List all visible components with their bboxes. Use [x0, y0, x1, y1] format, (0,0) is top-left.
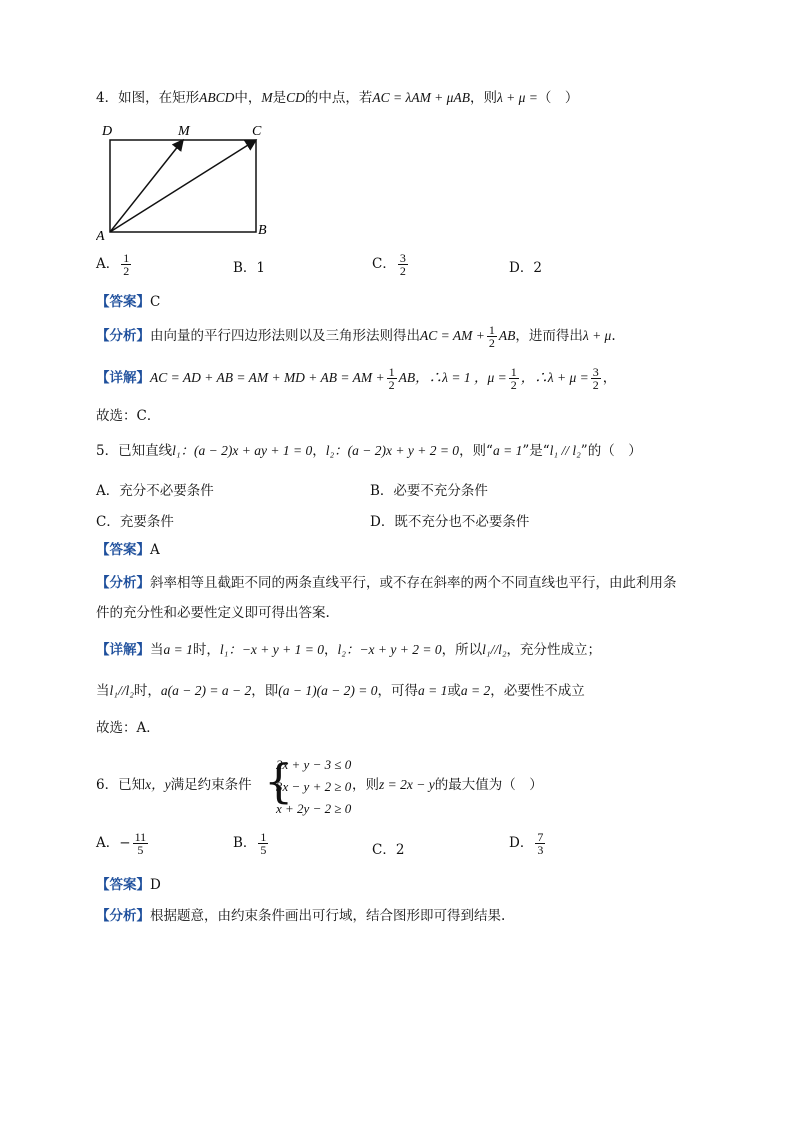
detail-tag: 【详解】 — [96, 370, 150, 386]
detail-fraction — [387, 366, 397, 391]
detail-text: ，可得 — [377, 683, 419, 699]
q4-rectangle-figure — [96, 118, 286, 242]
q4-stem-text-1: 4．如图，在矩形 — [96, 90, 200, 106]
q5-stem-text-1: 5．已知直线 — [96, 443, 173, 459]
q5-parallel: l₁ // l₂ — [549, 443, 581, 458]
frac-den: 2 — [488, 336, 495, 350]
q4-vector-equation: AC = λAM + μAB — [372, 90, 470, 105]
q6-stem-right — [352, 775, 543, 795]
q6-option-c — [372, 838, 404, 858]
q4-stem-text-5: ，则 — [469, 90, 497, 106]
q5-stem-text-3: ”是“ — [522, 443, 550, 459]
detail-text: ，必要性不成立 — [490, 683, 585, 699]
frac-num: 1 — [123, 251, 130, 265]
detail-l1: l₁：−x + y + 1 = 0 — [219, 642, 324, 657]
frac-den: 2 — [510, 378, 517, 392]
q4-paren: （ ） — [537, 90, 579, 106]
analysis-text: 斜率相等且截距不同的两条直线平行，或不存在斜率的两个不同直线也平行，由此利用条 — [150, 575, 677, 591]
detail-text: ，充分性成立； — [506, 642, 602, 658]
option-letter: A． — [96, 835, 120, 851]
q4-analysis — [96, 324, 616, 349]
label-a: A — [96, 229, 105, 242]
q4-stem-text-3: 是 — [272, 90, 287, 106]
q6-stem-text-4: 的最大值为（ ） — [434, 777, 543, 793]
label-d: D — [102, 124, 113, 139]
detail-end: ， — [602, 370, 617, 386]
frac-den: 3 — [537, 843, 544, 857]
option-sign: − — [119, 835, 131, 851]
answer-value: A — [150, 542, 160, 558]
analysis-text: 根据题意，由约束条件画出可行域，结合图形即可得到结果. — [150, 908, 506, 924]
detail-text: 时， — [192, 642, 220, 658]
option-text: 既不充分也不必要条件 — [394, 514, 530, 530]
frac-den: 5 — [260, 843, 267, 857]
constraint-3: x + 2y − 2 ≥ 0 — [276, 801, 352, 816]
option-value: 2 — [395, 842, 405, 858]
q6-constraint-brace: { — [264, 754, 294, 808]
detail-eq: a = 2 — [460, 683, 491, 698]
q4-rect-name: ABCD — [199, 90, 235, 105]
answer-value: C — [150, 294, 161, 310]
detail-sum-fraction — [591, 366, 601, 391]
q5-choose: 故选：A． — [96, 720, 160, 736]
answer-tag: 【答案】 — [96, 542, 150, 558]
option-letter: D． — [509, 835, 534, 851]
q5-option-d — [370, 510, 529, 530]
q6-stem-text-1: 6．已知 — [96, 777, 146, 793]
frac-num: 11 — [134, 830, 147, 844]
q4-stem-text-2: 中， — [234, 90, 262, 106]
detail-parallel: l₁//l₂ — [482, 642, 507, 657]
frac-num: 1 — [488, 323, 495, 337]
frac-den: 5 — [137, 843, 144, 857]
q6-stem-text-2: 满足约束条件 — [170, 777, 252, 793]
q5-option-b — [370, 479, 488, 499]
detail-text: 时， — [133, 683, 161, 699]
detail-text: ， — [324, 642, 338, 658]
detail-text: 或 — [447, 683, 461, 699]
q5-detail-line-2 — [96, 681, 585, 701]
option-letter: A． — [96, 483, 120, 499]
constraint-2: 3x − y + 2 ≥ 0 — [276, 779, 352, 794]
option-fraction — [398, 252, 408, 277]
q6-stem-text-3: ，则 — [352, 777, 379, 793]
q5-option-c — [96, 510, 174, 530]
answer-value: D — [150, 877, 161, 893]
detail-text-b: ，∴λ = 1 ，μ = — [415, 370, 507, 385]
detail-text: 当 — [96, 683, 110, 699]
detail-text: ，所以 — [441, 642, 483, 658]
analysis-equation-2: AB — [498, 328, 516, 343]
detail-eq: a(a − 2) = a − 2 — [160, 683, 252, 698]
detail-text: ，即 — [251, 683, 279, 699]
option-letter: D． — [370, 514, 395, 530]
q4-m-var: M — [261, 90, 273, 105]
q5-sep: ， — [312, 443, 326, 459]
option-fraction — [535, 831, 545, 856]
option-text: 充分不必要条件 — [119, 483, 214, 499]
q5-analysis-line-1 — [96, 573, 677, 593]
analysis-tag: 【分析】 — [96, 908, 150, 924]
q4-option-c — [372, 252, 410, 277]
q5-stem — [96, 441, 642, 461]
detail-eq: a = 1 — [163, 642, 193, 657]
option-fraction — [258, 831, 268, 856]
answer-tag: 【答案】 — [96, 877, 150, 893]
q4-stem — [96, 88, 578, 108]
constraint-1: 2x + y − 3 ≤ 0 — [276, 757, 352, 772]
detail-eq: (a − 1)(a − 2) = 0 — [278, 683, 378, 698]
q5-detail-line-1 — [96, 640, 601, 660]
vector-ac — [110, 140, 256, 232]
option-value: 2 — [533, 260, 542, 276]
option-letter: B． — [233, 260, 257, 276]
q4-option-d — [509, 256, 542, 276]
q6-constraints — [276, 754, 351, 820]
analysis-lambda-mu: λ + μ — [582, 328, 612, 343]
frac-den: 2 — [592, 378, 599, 392]
q6-vars: x，y — [145, 777, 171, 792]
detail-equation: AC = AD + AB = AM + MD + AB = AM + — [150, 370, 385, 385]
q4-option-b — [233, 256, 265, 276]
analysis-text: 由向量的平行四边形法则以及三角形法则得出 — [150, 328, 420, 344]
q4-stem-text-4: 的中点，若 — [304, 90, 373, 106]
option-text: 充要条件 — [119, 514, 174, 530]
analysis-fraction — [487, 324, 497, 349]
detail-parallel: l₁//l₂ — [109, 683, 134, 698]
detail-equation-2: AB — [398, 370, 416, 385]
q5-analysis-line-2: 件的充分性和必要性定义即可得出答案. — [96, 605, 330, 621]
q5-line-l1: l₁：(a − 2)x + ay + 1 = 0 — [172, 443, 313, 458]
frac-num: 7 — [537, 830, 544, 844]
option-text: 必要不充分条件 — [393, 483, 488, 499]
frac-num: 3 — [592, 365, 599, 379]
detail-tag: 【详解】 — [96, 642, 150, 658]
detail-text-c: ，∴λ + μ = — [520, 370, 589, 385]
frac-num: 3 — [399, 251, 406, 265]
q6-option-d — [509, 831, 547, 856]
analysis-tag: 【分析】 — [96, 575, 150, 591]
label-b: B — [258, 223, 267, 238]
label-m: M — [178, 124, 190, 139]
vector-am — [110, 140, 183, 232]
option-letter: C． — [96, 514, 120, 530]
q6-analysis — [96, 906, 505, 926]
q6-option-b — [233, 831, 270, 856]
frac-den: 2 — [123, 264, 130, 278]
q6-answer — [96, 875, 161, 895]
frac-num: 1 — [510, 365, 517, 379]
option-letter: B． — [370, 483, 394, 499]
analysis-tag: 【分析】 — [96, 328, 150, 344]
analysis-end: . — [611, 328, 616, 344]
frac-num: 1 — [388, 365, 395, 379]
option-letter: D． — [509, 260, 534, 276]
q4-detail — [96, 366, 616, 391]
option-letter: C． — [372, 842, 396, 858]
frac-den: 2 — [399, 264, 406, 278]
q5-condition: a = 1 — [492, 443, 523, 458]
q4-choose: 故选：C． — [96, 408, 161, 424]
q6-stem-left — [96, 775, 252, 795]
q6-option-a — [96, 831, 150, 856]
q5-stem-text-4: ”的（ ） — [580, 443, 642, 459]
detail-text: 当 — [150, 642, 164, 658]
q4-option-a — [96, 252, 133, 277]
q5-line-l2: l₂：(a − 2)x + y + 2 = 0 — [325, 443, 460, 458]
frac-num: 1 — [260, 830, 267, 844]
q5-stem-text-2: ，则“ — [459, 443, 493, 459]
analysis-text-2: ，进而得出 — [515, 328, 583, 344]
option-letter: C． — [372, 256, 396, 272]
option-letter: A． — [96, 256, 120, 272]
answer-tag: 【答案】 — [96, 294, 150, 310]
detail-mu-fraction — [509, 366, 519, 391]
detail-eq: a = 1 — [418, 683, 448, 698]
detail-l2: l₂：−x + y + 2 = 0 — [337, 642, 442, 657]
frac-den: 2 — [388, 378, 395, 392]
option-fraction — [121, 252, 131, 277]
q4-ask: λ + μ = — [496, 90, 538, 105]
q4-cd-var: CD — [286, 90, 305, 105]
option-value: 1 — [256, 260, 266, 276]
label-c: C — [252, 124, 262, 139]
q5-answer — [96, 540, 160, 560]
q5-option-a — [96, 479, 214, 499]
option-letter: B． — [233, 835, 257, 851]
q4-answer — [96, 292, 160, 312]
option-fraction — [133, 831, 149, 856]
q6-objective: z = 2x − y — [379, 777, 435, 792]
analysis-equation: AC = AM + — [420, 328, 485, 343]
